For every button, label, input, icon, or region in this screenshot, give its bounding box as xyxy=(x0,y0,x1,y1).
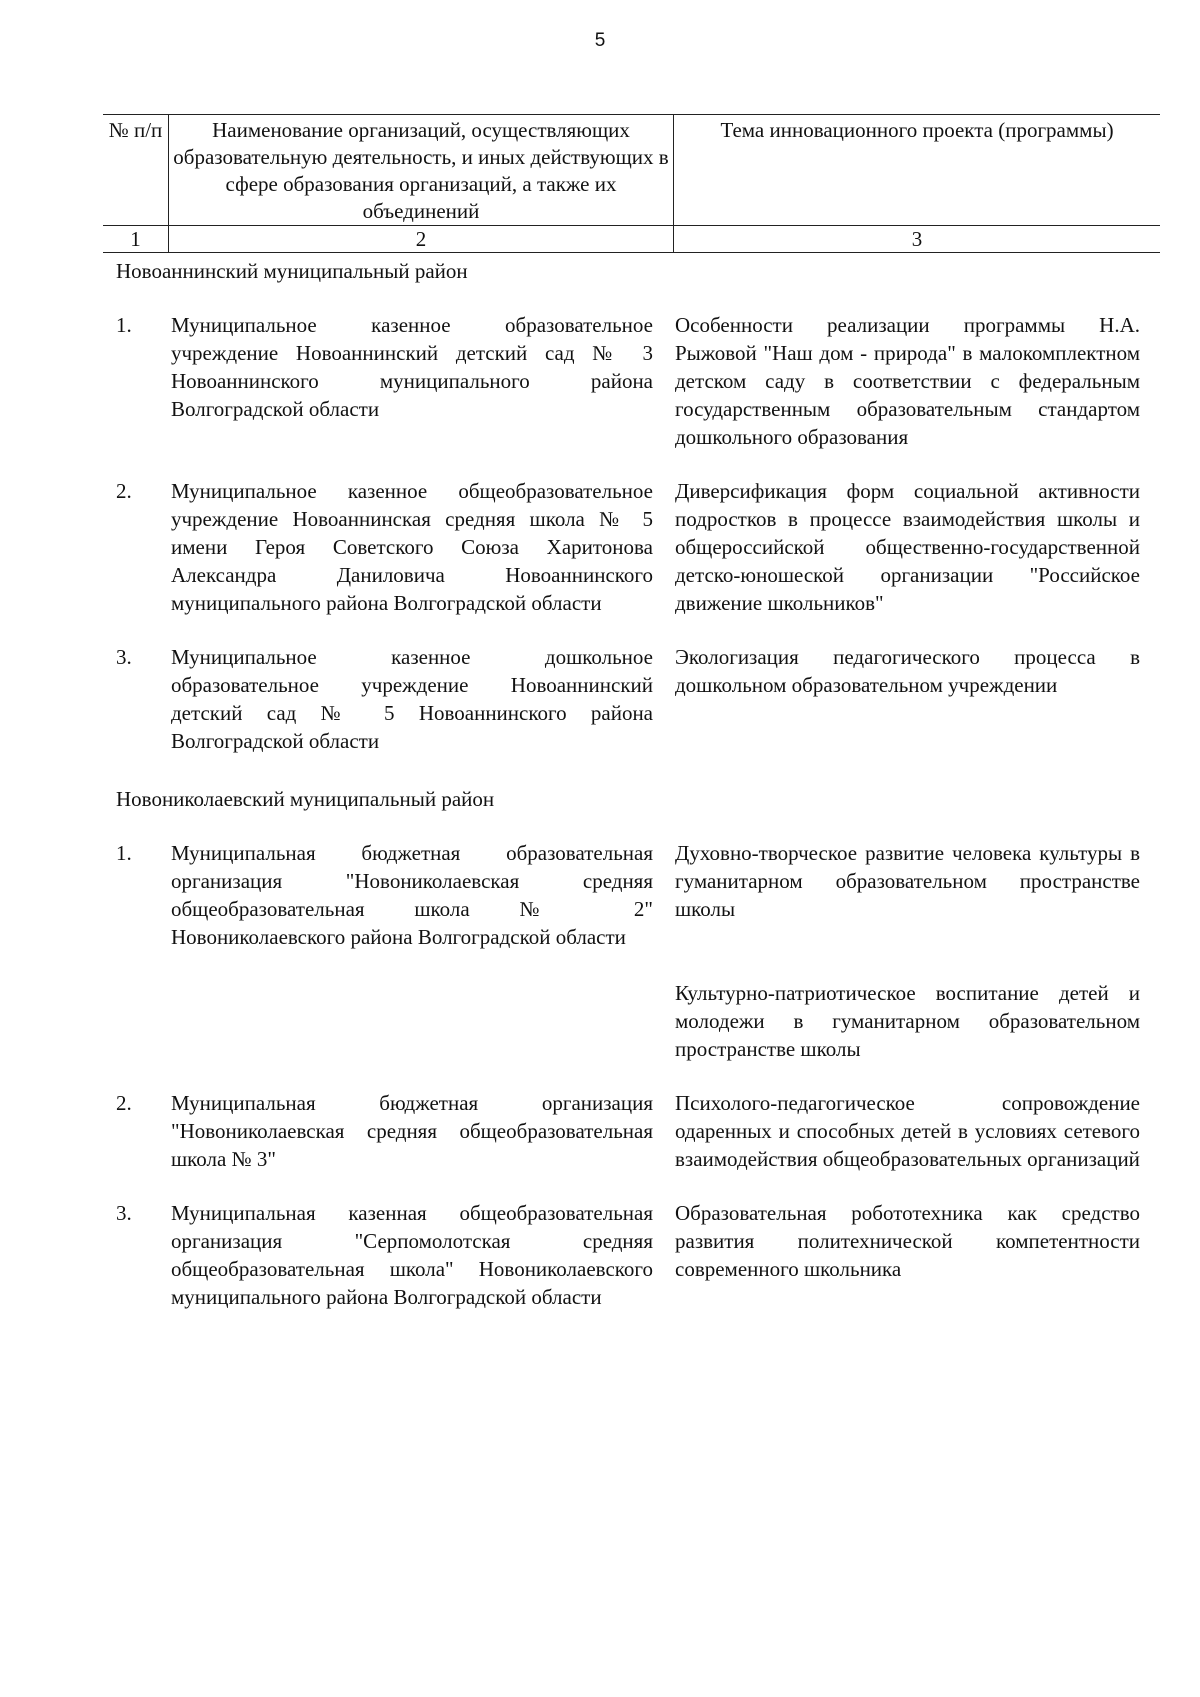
header-num-2: 2 xyxy=(169,226,674,253)
item-number: 3. xyxy=(116,645,132,669)
organization-name: Муниципальная казенная общеобразовательная организация "Серпомолотская средняя общеобразовательная школа" Новониколаевского муниципального района Волгоградской области xyxy=(171,1201,653,1309)
organization-name: Муниципальное казенное дошкольное образовательное учреждение Новоаннинский детский сад № 5 Новоаннинского района Волгоградской области xyxy=(171,645,653,753)
project-topic: Культурно-патриотическое воспитание детей и молодежи в гуманитарном образовательном пространстве школы xyxy=(675,981,1140,1061)
item-number: 1. xyxy=(116,313,132,337)
district-title: Новониколаевский муниципальный район xyxy=(116,787,495,811)
organization-name: Муниципальная бюджетная организация "Новониколаевская средняя общеобразовательная школа № 3" xyxy=(171,1091,653,1171)
project-topic: Особенности реализации программы Н.А. Рыжовой "Наш дом - природа" в малокомплектном детском саду в соответствии с федеральным государственным образовательным стандартом дошкольного образования xyxy=(675,313,1140,449)
project-topic: Психолого-педагогическое сопровождение одаренных и способных детей в условиях сетевого взаимодействия общеобразовательных организаций xyxy=(675,1091,1140,1171)
header-num-1: 1 xyxy=(103,226,169,253)
list-item xyxy=(103,311,1160,451)
project-topic: Духовно-творческое развитие человека культуры в гуманитарном образовательном пространстве школы xyxy=(675,841,1140,921)
organization-name: Муниципальное казенное образовательное учреждение Новоаннинский детский сад № 3 Новоаннинского муниципального района Волгоградской области xyxy=(171,313,653,421)
item-number: 1. xyxy=(116,841,132,865)
list-item-extra-topic xyxy=(103,979,1160,1063)
page-number: 5 xyxy=(594,30,606,51)
header-col-topic: Тема инновационного проекта (программы) xyxy=(674,115,1161,226)
item-number: 3. xyxy=(116,1201,132,1225)
list-item xyxy=(103,477,1160,617)
organization-name: Муниципальное казенное общеобразовательное учреждение Новоаннинская средняя школа № 5 имени Героя Советского Союза Харитонова Александра Даниловича Новоаннинского муниципального района Волгоградской области xyxy=(171,479,653,615)
project-topic: Образовательная робототехника как средство развития политехнической компетентности современного школьника xyxy=(675,1201,1140,1281)
header-col-organization: Наименование организаций, осуществляющих образовательную деятельность, и иных действующих в сфере образования организаций, а также их объединений xyxy=(169,115,674,226)
list-item xyxy=(103,839,1160,951)
list-item xyxy=(103,1199,1160,1311)
list-item xyxy=(103,643,1160,755)
district-title: Новоаннинский муниципальный район xyxy=(116,259,468,283)
spacer xyxy=(103,979,653,1063)
list-item xyxy=(103,1089,1160,1173)
project-topic: Диверсификация форм социальной активности подростков в процессе взаимодействия школы и общероссийской общественно-государственной детско-юношеской организации "Российское движение школьников" xyxy=(675,479,1140,615)
item-number: 2. xyxy=(116,1091,132,1115)
document-body xyxy=(103,114,1160,1311)
header-num-3: 3 xyxy=(674,226,1161,253)
project-topic: Экологизация педагогического процесса в дошкольном образовательном учреждении xyxy=(675,645,1140,697)
header-col-number: № п/п xyxy=(103,115,169,226)
item-number: 2. xyxy=(116,479,132,503)
organization-name: Муниципальная бюджетная образовательная организация "Новониколаевская средняя общеобразовательная школа № 2" Новониколаевского района Волгоградской области xyxy=(171,841,653,949)
table-header xyxy=(103,114,1160,253)
